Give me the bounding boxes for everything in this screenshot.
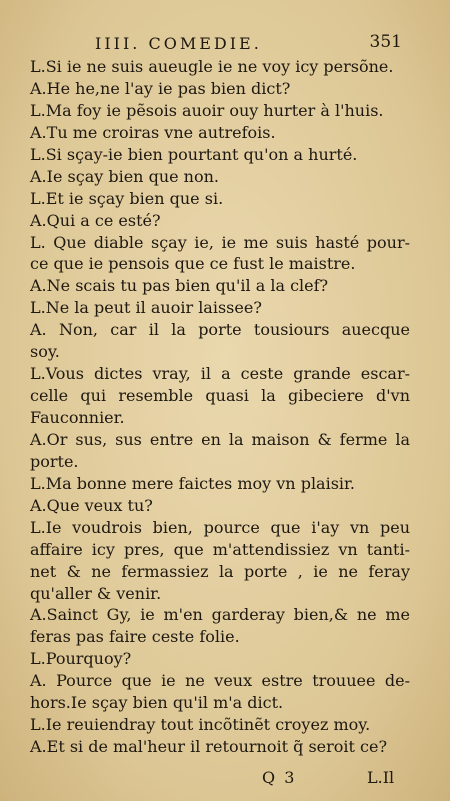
text-line: A. Non, car il la porte tousiours auecque (30, 320, 410, 340)
dialogue-text (30, 56, 410, 758)
text-line: L.Ne la peut il auoir laissee? (30, 298, 262, 318)
catchword: L.Il (367, 768, 395, 787)
text-line: A.Sainct Gy, ie m'en garderay bien,& ne me (30, 605, 410, 625)
text-line: L.Si ie ne suis aueugle ie ne voy icy persõne. (30, 57, 394, 76)
text-line: celle qui resemble quasi la gibeciere d'vn (30, 386, 410, 406)
text-line: hors.Ie sçay bien qu'il m'a dict. (30, 693, 284, 713)
text-line: L.Ma foy ie pẽsois auoir ouy hurter à l'huis. (30, 100, 384, 120)
text-line: A.Que veux tu? (30, 495, 153, 515)
text-line: A. Pource que ie ne veux estre trouuee de- (30, 671, 410, 691)
text-line: L.Ie voudrois bien, pource que i'ay vn peu (30, 517, 410, 537)
text-line: A.Ie sçay bien que non. (30, 166, 219, 186)
page-number: 351 (369, 32, 402, 52)
running-head (0, 32, 450, 56)
text-line: L.Pourquoy? (30, 649, 132, 669)
text-line: ce que ie pensois que ce fust le maistre. (30, 254, 356, 274)
text-line: L.Vous dictes vray, il a ceste grande escar- (30, 364, 410, 384)
text-line: feras pas faire ceste folie. (30, 627, 240, 647)
text-line: porte. (30, 451, 79, 471)
text-line: L.Et ie sçay bien que si. (30, 188, 224, 208)
text-line: A.Or sus, sus entre en la maison & ferme la (30, 429, 410, 449)
running-title: IIII. COMEDIE. (95, 34, 262, 53)
text-line: net & ne fermassiez la porte , ie ne feray (30, 561, 410, 581)
text-line: A.Tu me croiras vne autrefois. (30, 122, 276, 142)
text-line: A.Et si de mal'heur il retournoit q̃ seroit ce? (30, 737, 388, 757)
text-line: A.He he,ne l'ay ie pas bien dict? (30, 78, 291, 98)
text-line: qu'aller & venir. (30, 583, 162, 603)
text-line: A.Qui a ce esté? (30, 210, 161, 230)
text-line: soy. (30, 342, 60, 362)
text-line: Fauconnier. (30, 408, 125, 427)
signature-mark: Q 3 (262, 768, 297, 787)
page-footer (0, 768, 450, 792)
text-line: A.Ne scais tu pas bien qu'il a la clef? (30, 276, 329, 296)
text-line: L.Ma bonne mere faictes moy vn plaisir. (30, 473, 356, 493)
text-line: L.Ie reuiendray tout incõtinẽt croyez moy. (30, 715, 371, 735)
text-line: L. Que diable sçay ie, ie me suis hasté pour- (30, 232, 410, 252)
text-line: affaire icy pres, que m'attendissiez vn tanti- (30, 539, 410, 559)
text-line: L.Si sçay-ie bien pourtant qu'on a hurté. (30, 144, 358, 164)
